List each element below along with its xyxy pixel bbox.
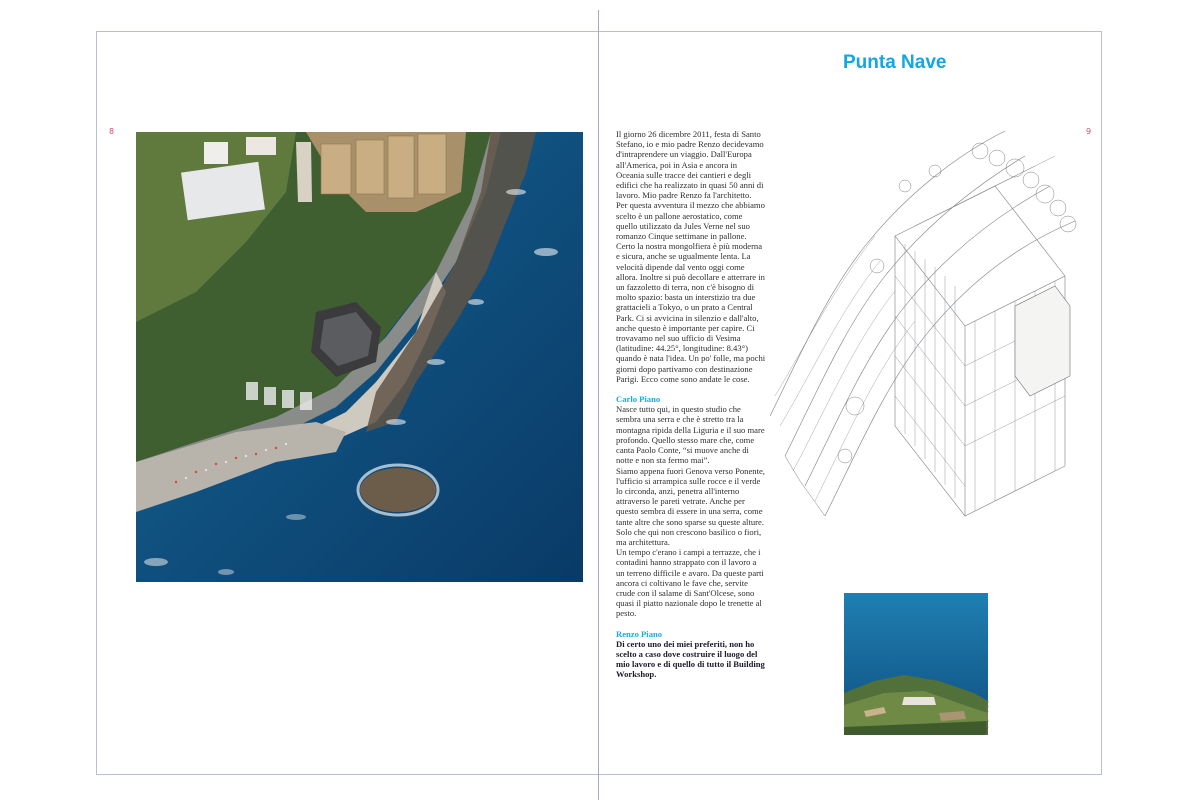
page-title: Punta Nave xyxy=(843,52,947,73)
carlo-paragraph: Un tempo c'erano i campi a terrazze, che i contadini hanno strappato con il lavoro a un terreno difficile e avaro. Da queste parti ancora ci coltivano le fave che, servite crude con il salame di Sant'Olcese, sono quasi il piatto nazionale dopo le trenette al pesto. xyxy=(616,547,764,619)
aerial-photo xyxy=(136,132,583,582)
intro-paragraph: Il giorno 26 dicembre 2011, festa di Santo Stefano, io e mio padre Renzo decidevamo d'intraprendere un viaggio. Dall'Europa all'America, poi in Asia e ancora in Oceania sulle tracce dei cantieri e degli edifici che ha realizzato in quasi 50 anni di lavoro. Mio padre Renzo fa l'architetto. xyxy=(616,129,764,201)
intro-paragraph: Per questa avventura il mezzo che abbiamo scelto è un pallone aerostatico, come quello utilizzato da Jules Verne nel suo romanzo Cinque settimane in pallone. Certo la nostra mongolfiera è più moderna e sicura, anche se ugualmente lenta. La velocità dipende dal vento oggi come allora. Inoltre si può decollare e atterrare in un fazzoletto di terra, non c'è bisogno di molto spazio: basta un interstizio tra due grattacieli a Tokyo, o un prato a Central Park. Ci si avvicina in silenzio e dall'alto, anche questo è importante per capire. Ci trovavamo nel suo ufficio di Vesima (latitudine: 44.25°, longitudine: 8.43°) quando è nata l'idea. Un po' folle, ma pochi giorni dopo partivamo con destinazione Parigi. Ecco come sono andate le cose. xyxy=(616,200,766,384)
renzo-quote: Di certo uno dei miei preferiti, non ho scelto a caso dove costruire il luogo del mio lavoro e di quello di tutto il Building Workshop. xyxy=(616,638,765,680)
article-text xyxy=(616,129,766,680)
carlo-paragraph: Nasce tutto qui, in questo studio che sembra una serra e che è stretto tra la montagna ripida della Liguria e il suo mare profondo. Quello stesso mare che, come canta Paolo Conte, “si muove anche di notte e non sta fermo mai”. xyxy=(616,404,765,466)
left-folio: 8 xyxy=(109,127,115,136)
carlo-paragraph: Siamo appena fuori Genova verso Ponente, l'ufficio si arrampica sulle rocce e il verde lo circonda, anzi, penetra all'interno attraverso le pareti vetrate. Anche per questo sembra di essere in una serra, come tante altre che sono sparse su queste alture. Solo che qui non crescono basilico o fiori, ma architettura. xyxy=(616,465,765,547)
right-folio: 9 xyxy=(1086,127,1092,136)
speaker-renzo: Renzo Piano xyxy=(616,628,663,639)
spread-gutter xyxy=(598,10,599,800)
coastline-photo xyxy=(844,593,988,735)
speaker-carlo: Carlo Piano xyxy=(616,394,661,405)
photo-credit: © Stefano Goldberg xyxy=(985,700,989,736)
axonometric-drawing xyxy=(765,126,1085,531)
